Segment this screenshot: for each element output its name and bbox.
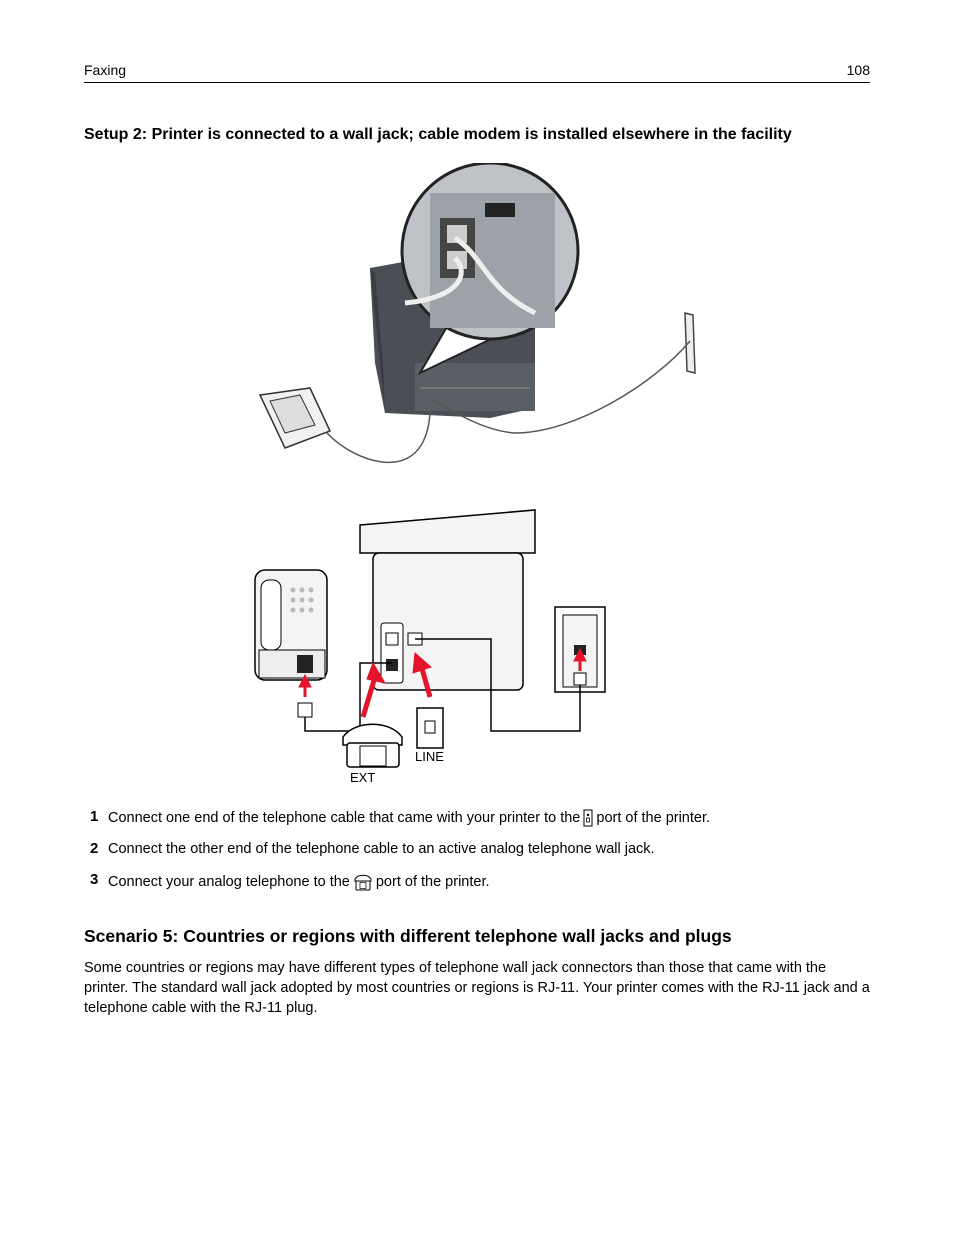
list-item: [84, 838, 884, 870]
connection-diagram: [245, 505, 620, 790]
step-number: 1: [90, 808, 99, 825]
steps-list: [84, 806, 884, 901]
step-text-end: port of the printer.: [375, 873, 490, 890]
ext-label: EXT: [350, 770, 376, 785]
step-number: 2: [90, 839, 99, 857]
list-item: [84, 869, 884, 901]
ext-phone-icon: [353, 872, 373, 892]
step-text: Connect the other end of the telephone cable to an active analog telephone wall jack.: [108, 840, 655, 857]
line-label: LINE: [415, 749, 444, 764]
step-text: Connect one end of the telephone cable that came with your printer to the: [108, 809, 581, 826]
scenario-heading: Scenario 5: Countries or regions with different telephone wall jacks and plugs: [84, 926, 732, 946]
step-number: 3: [90, 871, 99, 888]
scenario-paragraph: Some countries or regions may have different types of telephone wall jack connectors than those that came with the printer. The standard wall jack adopted by most countries or regions is RJ-11. Your printer comes with the RJ-11 jack and a telephone cable with the RJ-11 plug.: [84, 960, 870, 1016]
page-header: [84, 60, 870, 83]
line-jack-icon: [417, 708, 443, 748]
list-item: [84, 806, 884, 838]
step-text-end: port of the printer.: [596, 809, 711, 826]
section-title: Faxing: [84, 62, 127, 78]
ext-phone-icon: [343, 724, 402, 767]
printer-photo-illustration: [255, 163, 705, 493]
setup-heading: Setup 2: Printer is connected to a wall jack; cable modem is installed elsewhere in the facility: [84, 126, 792, 143]
line-port-icon: [583, 809, 593, 827]
page-number: 108: [846, 62, 870, 78]
step-text: Connect your analog telephone to the: [108, 873, 350, 890]
